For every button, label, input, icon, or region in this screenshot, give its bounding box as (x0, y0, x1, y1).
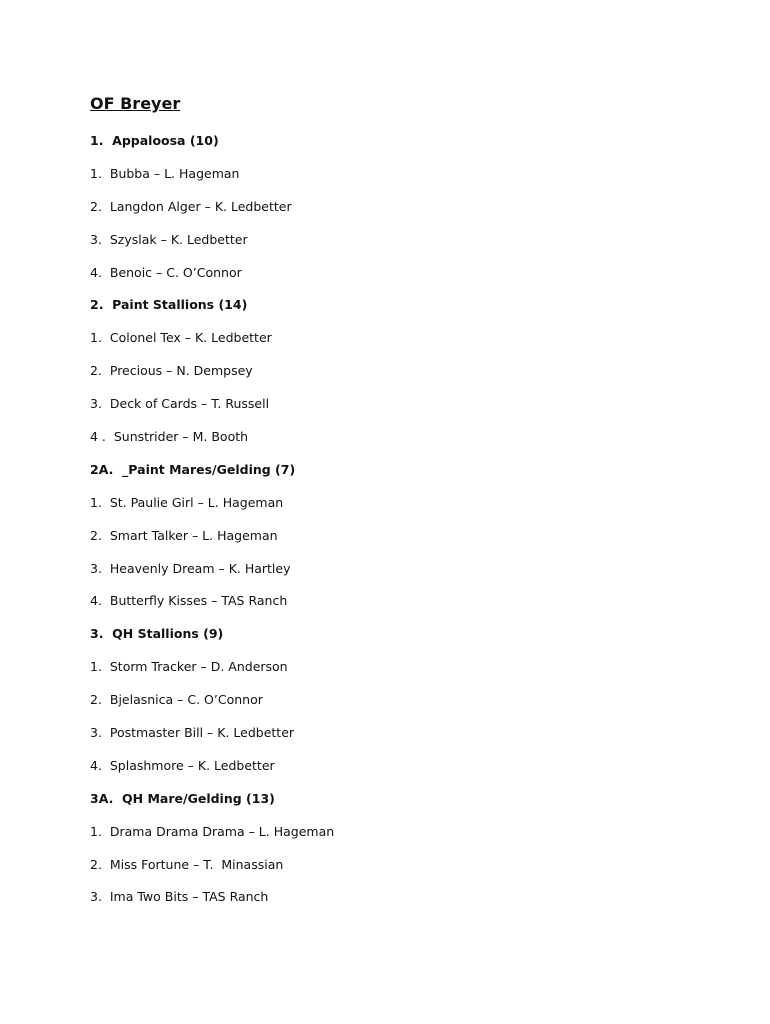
placing-entry: 3. Ima Two Bits – TAS Ranch (90, 889, 269, 905)
class-heading: 2. Paint Stallions (14) (90, 297, 248, 313)
placing-entry: 4 . Sunstrider – M. Booth (90, 429, 249, 445)
placing-entry: 1. Bubba – L. Hageman (90, 165, 240, 181)
placing-entry: 3. Heavenly Dream – K. Hartley (90, 560, 291, 576)
placing-entry: 1. Storm Tracker – D. Anderson (90, 659, 288, 675)
class-heading: 2A. _Paint Mares/Gelding (7) (90, 461, 296, 477)
placing-entry: 1. Colonel Tex – K. Ledbetter (90, 330, 272, 346)
document-title: OF Breyer (90, 94, 181, 113)
placing-entry: 1. St. Paulie Girl – L. Hageman (90, 494, 284, 510)
results-list (90, 132, 334, 921)
placing-entry: 4. Butterfly Kisses – TAS Ranch (90, 593, 288, 609)
placing-entry: 2. Precious – N. Dempsey (90, 363, 253, 379)
class-heading: 3. QH Stallions (9) (90, 626, 224, 642)
placing-entry: 4. Splashmore – K. Ledbetter (90, 757, 275, 773)
placing-entry: 4. Benoic – C. O’Connor (90, 264, 242, 280)
class-heading: 3A. QH Mare/Gelding (13) (90, 790, 275, 806)
class-heading: 1. Appaloosa (10) (90, 133, 219, 148)
placing-entry: 2. Langdon Alger – K. Ledbetter (90, 198, 292, 214)
placing-entry: 3. Deck of Cards – T. Russell (90, 396, 270, 412)
placing-entry: 2. Smart Talker – L. Hageman (90, 527, 278, 543)
placing-entry: 3. Szyslak – K. Ledbetter (90, 231, 248, 247)
placing-entry: 2. Miss Fortune – T. Minassian (90, 856, 284, 872)
placing-entry: 2. Bjelasnica – C. O’Connor (90, 692, 263, 708)
placing-entry: 1. Drama Drama Drama – L. Hageman (90, 823, 335, 839)
placing-entry: 3. Postmaster Bill – K. Ledbetter (90, 725, 295, 741)
